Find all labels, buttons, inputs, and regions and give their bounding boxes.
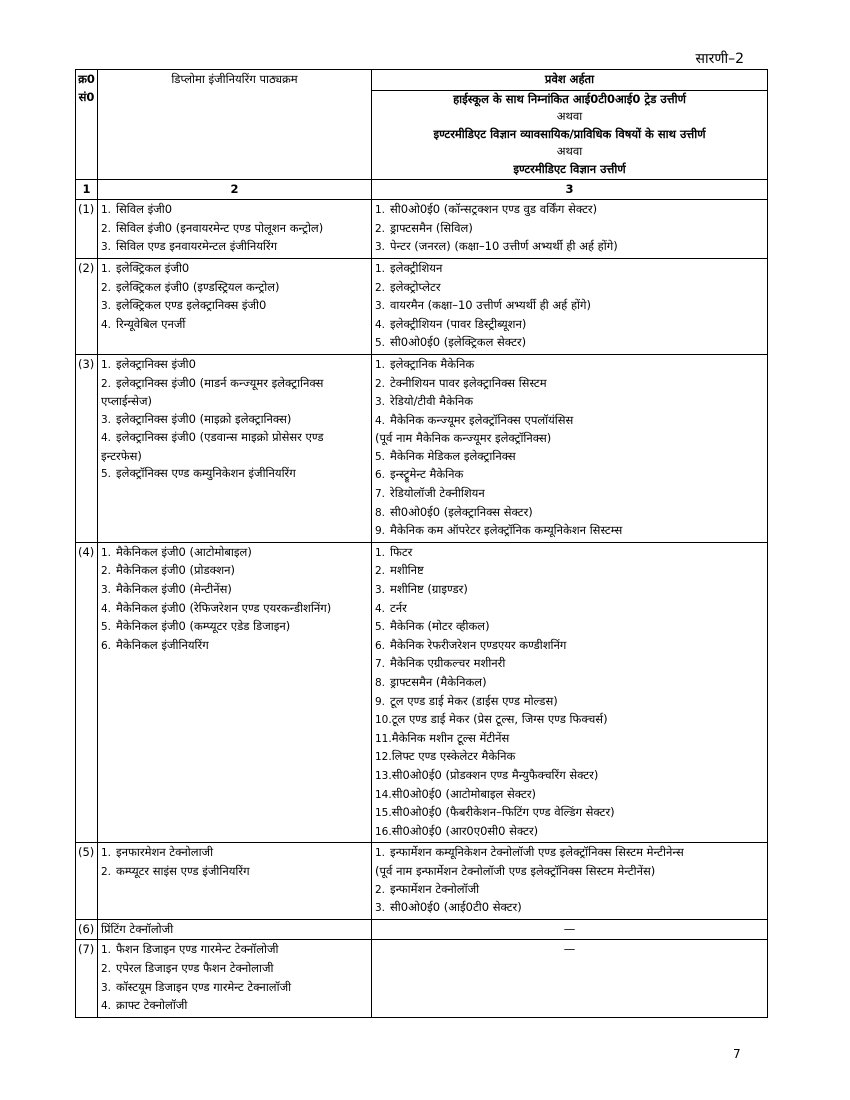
item-number: 4. (101, 1000, 112, 1013)
table-row (76, 200, 768, 259)
list-item (375, 786, 764, 805)
item-number: 12. (375, 751, 392, 764)
item-number: 4. (375, 318, 386, 331)
item-number: 6. (375, 469, 386, 482)
eligibility-title: प्रवेश अर्हता (372, 70, 767, 91)
item-text: मैकेनिक मेडिकल इलेक्ट्रानिक्स (390, 448, 516, 463)
item-text: मशीनिष्ट (ग्राइण्डर) (390, 582, 468, 597)
item-number: 1. (101, 204, 112, 217)
item-number: 1. (375, 262, 386, 275)
item-number: 4. (101, 318, 112, 331)
list-item (375, 823, 764, 842)
course-list (101, 260, 368, 334)
column-number-3: 3 (372, 179, 768, 200)
table-row (76, 940, 768, 1017)
item-number: 8. (375, 677, 386, 689)
list-item (375, 260, 764, 279)
item-text: सी0ओ0ई0 (आई0टी0 सेक्टर) (390, 900, 522, 915)
eligibility-line-1: हाईस्कूल के साथ निम्नांकित आई0टी0आई0 ट्रेड उत्तीर्ण (453, 91, 686, 106)
item-number: 2. (375, 377, 386, 390)
item-text: इलेक्ट्रानिक्स इंजी0 (116, 356, 196, 371)
item-text: इलेक्ट्रानिक मैकेनिक (390, 356, 475, 371)
trade-list (375, 921, 764, 939)
course-list (101, 544, 368, 656)
item-number: 3. (375, 300, 386, 313)
list-item (101, 429, 368, 465)
trade-cell (372, 919, 768, 940)
list-item (375, 767, 764, 786)
trade-cell (372, 843, 768, 919)
trade-cell (372, 542, 768, 843)
list-item (375, 730, 764, 749)
list-item (101, 941, 368, 960)
list-item (375, 655, 764, 674)
list-item (375, 375, 764, 394)
list-item (375, 201, 764, 220)
table-row (76, 354, 768, 542)
item-text: टर्नर (390, 600, 407, 615)
item-text: इलेक्ट्रानिक्स इंजी0 (एडवान्स माइक्रो प्रोसेसर एण्ड इन्टरफेस) (101, 430, 324, 463)
list-item (375, 466, 764, 485)
list-item (101, 260, 368, 279)
list-item (375, 899, 764, 918)
item-number: 3. (375, 396, 386, 409)
item-number: 3. (101, 413, 112, 426)
item-number: 13. (375, 769, 392, 782)
item-number: 5. (375, 450, 386, 463)
item-text: मैकेनिक एग्रीकल्चर मशीनरी (390, 656, 506, 671)
list-item (375, 220, 764, 239)
course-cell (98, 542, 372, 843)
item-text: सिविल इंजी0 (इनवायरमेन्ट एण्ड पोलूशन कन्ट्रोल) (116, 220, 324, 235)
item-text: टूल एण्ड डाई मेकर (डाईस एण्ड मोल्डस) (390, 693, 558, 708)
table-row (76, 258, 768, 354)
list-item (101, 544, 368, 563)
item-text: इलेक्ट्रॉनिक्स एण्ड कम्युनिकेशन इंजीनियरिंग (116, 466, 296, 481)
eligibility-line-2: इण्टरमीडिएट विज्ञान व्यावसायिक/प्राविधिक विषयों के साथ उत्तीर्ण (433, 126, 706, 141)
item-text: सी0ओ0ई0 (इलेक्ट्रिकल सेक्टर) (390, 335, 527, 350)
item-text: मैकेनिक (मोटर व्हीकल) (390, 619, 490, 634)
item-number: 2. (375, 281, 386, 294)
item-number: 3. (101, 300, 112, 313)
item-text: — (563, 942, 576, 957)
header-course: डिप्लोमा इंजीनियरिंग पाठ्यक्रम (98, 70, 372, 180)
course-list (101, 201, 368, 257)
item-text: रिन्यूवेबिल एनर्जी (116, 316, 186, 331)
list-item (375, 522, 764, 541)
list-item (101, 375, 368, 411)
trade-list (375, 201, 764, 257)
item-text: इनफारमेशन टेक्नोलाजी (116, 845, 214, 860)
item-number: 3. (375, 241, 386, 254)
course-cell (98, 200, 372, 259)
trade-list (375, 260, 764, 353)
item-text: मैकेनिकल इंजी0 (आटोमोबाइल) (116, 544, 252, 559)
serial-number: (3) (76, 354, 98, 542)
list-item (375, 485, 764, 504)
list-item (375, 430, 764, 448)
item-text: सी0ओ0ई0 (आटोमोबाइल सेक्टर) (391, 786, 537, 801)
item-number: 3. (101, 584, 112, 597)
item-text: वायरमैन (कक्षा–10 उत्तीर्ण अभ्यर्थी ही अर्ह होंगे) (390, 298, 591, 313)
list-item (375, 316, 764, 335)
list-item (101, 863, 368, 882)
item-text: इन्स्ट्रूमेन्ट मैकेनिक (390, 467, 464, 482)
item-text: (पूर्व नाम इन्फार्मेशन टेक्नोलॉजी एण्ड इलेक्ट्रॉनिक्स सिस्टम मेन्टीनेंस) (375, 863, 656, 878)
trade-list (375, 544, 764, 842)
item-text: ड्राफ्टसमैन (सिविल) (390, 220, 473, 235)
item-text: ड्राफ्टसमैन (मैकेनिकल) (390, 675, 487, 689)
page-number: 7 (733, 1047, 741, 1061)
list-item (101, 356, 368, 375)
item-number: 1. (101, 262, 112, 275)
item-text: टूल एण्ड डाई मेकर (प्रेस टूल्स, जिग्स एण्ड फिक्चर्स) (391, 712, 608, 727)
item-text: इलेक्ट्रानिक्स इंजी0 (माडर्न कन्ज्यूमर इलेक्ट्रानिक्स एप्लाईन्सेज) (101, 375, 324, 409)
course-list (101, 844, 368, 881)
list-item (375, 941, 764, 959)
item-text: इलेक्ट्रोप्लेटर (390, 279, 441, 294)
serial-number: (6) (76, 919, 98, 940)
list-item (101, 279, 368, 298)
list-item (375, 618, 764, 637)
item-text: इन्फार्मेशन कम्यूनिकेशन टेक्नोलॉजी एण्ड इलेक्ट्रॉनिक्स सिस्टम मेन्टीनेन्स (390, 845, 684, 860)
item-number: 1. (101, 546, 112, 559)
item-text: सी0ओ0ई0 (आर0ए0सी0 सेक्टर) (391, 823, 539, 838)
list-item (375, 863, 764, 881)
item-text: मैकेनिकल इंजी0 (प्रोडक्शन) (116, 563, 236, 578)
item-number: 1. (375, 204, 386, 217)
item-number: 4. (375, 414, 386, 427)
list-item (101, 465, 368, 484)
item-text: कम्प्यूटर साइंस एण्ड इंजीनियरिंग (116, 863, 250, 878)
item-number: 3. (375, 584, 386, 597)
item-text: मैकेनिक कन्ज्यूमर इलेक्ट्रॉनिक्स एपलॉयंसिस (390, 412, 574, 427)
item-number: 2. (101, 377, 112, 390)
item-text: प्रिंटिंग टेक्नॉलोजी (101, 921, 174, 936)
item-text: (पूर्व नाम मैकेनिक कन्ज्यूमर इलेक्ट्रॉनिक्स) (375, 431, 552, 446)
list-item (375, 448, 764, 467)
course-cell (98, 354, 372, 542)
table-row (76, 919, 768, 940)
header-serial: क्र0 सं0 (76, 70, 98, 180)
item-number: 4. (375, 602, 386, 615)
list-item (101, 921, 368, 939)
item-number: 1. (101, 944, 112, 957)
item-text: सी0ओ0ई0 (फैबरीकेशन–फिटिंग एण्ड वेल्डिंग सेक्टर) (391, 805, 615, 820)
item-number: 2. (375, 222, 386, 235)
trade-list (375, 844, 764, 917)
course-cell (98, 919, 372, 940)
item-text: क्राफ्ट टेक्नोलॉजी (116, 998, 188, 1013)
item-text: मैकेनिक मशीन टूल्स मेंटीनेंस (391, 730, 510, 745)
item-number: 5. (375, 621, 386, 634)
list-item (101, 297, 368, 316)
course-cell (98, 940, 372, 1017)
item-text: कॉस्टयूम डिजाइन एण्ड गारमेन्ट टेक्नालॉजी (116, 979, 292, 994)
item-text: रेडियोलॉजी टेक्नीशियन (390, 486, 485, 501)
serial-number: (2) (76, 258, 98, 354)
item-number: 11. (375, 732, 392, 745)
item-text: लिफ्ट एण्ड एस्केलेटर मैकेनिक (391, 749, 516, 764)
table-row (76, 542, 768, 843)
list-item (101, 238, 368, 257)
item-number: 1. (375, 358, 386, 371)
serial-number: (7) (76, 940, 98, 1017)
list-item (375, 711, 764, 730)
list-item (101, 201, 368, 220)
or-text-2: अथवा (556, 144, 583, 159)
item-text: मैकेनिक कम ऑपरेटर इलेक्ट्रॉनिक कम्यूनिकेशन सिस्टम्स (390, 523, 623, 538)
item-number: 5. (101, 621, 112, 634)
column-number-2: 2 (98, 179, 372, 200)
list-item (375, 600, 764, 619)
serial-number: (1) (76, 200, 98, 259)
item-number: 2. (101, 281, 112, 294)
item-text: पेन्टर (जनरल) (कक्षा–10 उत्तीर्ण अभ्यर्थी ही अर्ह होंगे) (390, 239, 618, 254)
table-title: सारणी–2 (695, 51, 744, 67)
item-number: 10. (375, 714, 392, 727)
eligibility-table (75, 69, 768, 1018)
item-number: 14. (375, 788, 392, 801)
item-number: 3. (101, 981, 112, 994)
trade-cell (372, 200, 768, 259)
header-eligibility (372, 70, 768, 180)
list-item (375, 393, 764, 412)
item-text: इलेक्ट्रिकल इंजी0 (इण्डस्ट्रियल कन्ट्रोल) (116, 279, 280, 294)
item-text: फिटर (390, 544, 413, 559)
list-item (375, 804, 764, 823)
item-number: 1. (375, 546, 386, 559)
item-text: मैकेनिकल इंजी0 (रेफिजरेशन एण्ड एयरकन्डीशनिंग) (116, 600, 332, 615)
list-item (101, 637, 368, 656)
trade-cell (372, 940, 768, 1017)
course-cell (98, 843, 372, 919)
item-number: 8. (375, 506, 386, 519)
serial-number: (4) (76, 542, 98, 843)
list-item (375, 544, 764, 563)
item-text: रेडियो/टीवी मैकेनिक (390, 394, 474, 409)
list-item (101, 411, 368, 430)
list-item (375, 238, 764, 257)
list-item (375, 356, 764, 375)
course-list (101, 921, 368, 939)
item-text: मैकेनिकल इंजी0 (कम्प्यूटर एडेड डिजाइन) (116, 619, 291, 634)
list-item (101, 618, 368, 637)
list-item (101, 600, 368, 619)
item-number: 1. (101, 358, 112, 371)
item-text: एपेरल डिजाइन एण्ड फैशन टेक्नोलाजी (116, 960, 274, 975)
trade-cell (372, 258, 768, 354)
list-item (375, 412, 764, 431)
course-list (101, 941, 368, 1015)
item-text: मैकेनिकल इंजीनियरिंग (116, 637, 209, 652)
list-item (375, 921, 764, 939)
list-item (375, 693, 764, 712)
course-list (101, 356, 368, 484)
item-number: 9. (375, 525, 386, 538)
item-number: 6. (101, 639, 112, 652)
list-item (375, 637, 764, 656)
course-cell (98, 258, 372, 354)
list-item (375, 334, 764, 353)
list-item (101, 997, 368, 1016)
list-item (375, 562, 764, 581)
item-number: 1. (375, 847, 386, 860)
eligibility-line-3: इण्टरमीडिएट विज्ञान उत्तीर्ण (513, 161, 626, 176)
table-row (76, 843, 768, 919)
list-item (101, 316, 368, 335)
item-number: 7. (375, 658, 386, 671)
column-number-row (76, 179, 768, 200)
item-text: फैशन डिजाइन एण्ड गारमेन्ट टेक्नॉलोजी (116, 942, 279, 957)
item-text: सिविल एण्ड इनवायरमेन्टल इंजीनियरिंग (116, 239, 278, 254)
item-number: 15. (375, 807, 392, 820)
list-item (375, 279, 764, 298)
item-text: सिविल इंजी0 (116, 202, 173, 217)
item-number: 4. (101, 602, 112, 615)
item-number: 3. (101, 241, 112, 254)
list-item (375, 504, 764, 523)
item-number: 7. (375, 488, 386, 501)
item-text: इलेक्ट्रिकल इंजी0 (116, 260, 190, 275)
item-number: 2. (101, 962, 112, 975)
item-number: 16. (375, 825, 392, 838)
item-number: 3. (375, 902, 386, 915)
trade-cell (372, 354, 768, 542)
item-text: सी0ओ0ई0 (कॉन्सट्रक्शन एण्ड वुड वर्किंग सेक्टर) (390, 202, 598, 217)
list-item (375, 674, 764, 693)
list-item (375, 748, 764, 767)
list-item (101, 844, 368, 863)
list-item (375, 581, 764, 600)
list-item (375, 297, 764, 316)
item-number: 1. (101, 847, 112, 860)
serial-number: (5) (76, 843, 98, 919)
item-text: टेक्नीशियन पावर इलेक्ट्रानिक्स सिस्टम (390, 375, 547, 390)
item-number: 2. (101, 565, 112, 578)
item-number: 9. (375, 695, 386, 708)
list-item (101, 581, 368, 600)
trade-list (375, 941, 764, 959)
list-item (101, 979, 368, 998)
header-row (76, 70, 768, 180)
or-text-1: अथवा (556, 109, 583, 124)
list-item (101, 960, 368, 979)
item-number: 5. (375, 337, 386, 350)
list-item (101, 220, 368, 239)
item-text: इन्फार्मेशन टेक्नोलॉजी (390, 881, 480, 896)
item-number: 5. (101, 468, 112, 481)
item-text: मैकेनिकल इंजी0 (मेन्टीनेंस) (116, 582, 232, 597)
column-number-1: 1 (76, 179, 98, 200)
list-item (375, 881, 764, 900)
item-text: इलेक्ट्रीशियन (पावर डिस्ट्रीब्यूशन) (390, 316, 527, 331)
item-number: 2. (101, 222, 112, 235)
trade-list (375, 356, 764, 541)
item-text: मैकेनिक रेफरीजरेशन एण्डएयर कण्डीशनिंग (390, 637, 567, 652)
item-text: सी0ओ0ई0 (इलेक्ट्रानिक्स सेक्टर) (390, 504, 533, 519)
item-number: 6. (375, 639, 386, 652)
item-text: — (563, 921, 576, 936)
item-number: 4. (101, 432, 112, 445)
item-text: मशीनिष्ट (390, 563, 424, 578)
list-item (375, 844, 764, 863)
item-number: 2. (375, 565, 386, 578)
item-number: 2. (101, 865, 112, 878)
item-text: इलेक्ट्रीशियन (390, 260, 443, 275)
item-text: इलेक्ट्रिकल एण्ड इलेक्ट्रानिक्स इंजी0 (116, 298, 267, 313)
item-text: इलेक्ट्रानिक्स इंजी0 (माइक्रो इलेक्ट्रानिक्स) (116, 411, 292, 426)
list-item (101, 562, 368, 581)
item-text: सी0ओ0ई0 (प्रोडक्शन एण्ड मैन्युफैक्चरिंग सेक्टर) (391, 767, 599, 782)
item-number: 2. (375, 883, 386, 896)
